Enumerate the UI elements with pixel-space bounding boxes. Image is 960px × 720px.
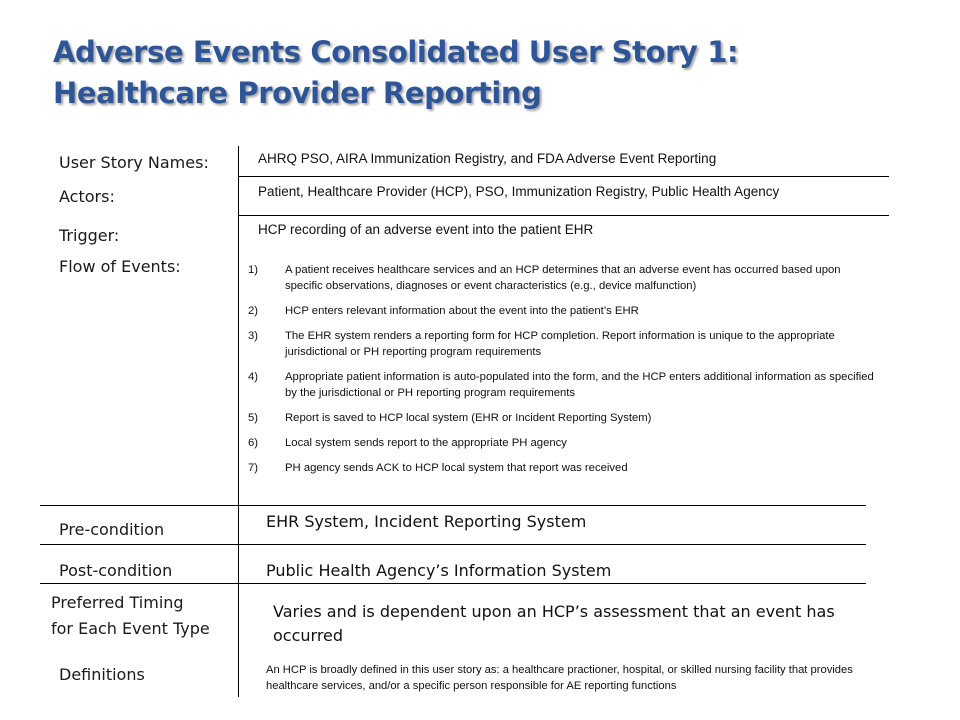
flow-step-text: HCP enters relevant information about the event into the patient’s EHR [285, 305, 639, 317]
flow-step-text: Appropriate patient information is auto-populated into the form, and the HCP enters additional information as specified by the jurisdictional or PH reporting program requirements [285, 371, 874, 399]
flow-step [248, 460, 878, 476]
definitions-label: Definitions [59, 665, 145, 684]
slide-title-line-1: Adverse Events Consolidated User Story 1: [53, 35, 739, 69]
flow-step [248, 369, 878, 401]
pre-condition-value: EHR System, Incident Reporting System [266, 512, 587, 531]
flow-of-events-list [248, 262, 878, 485]
row-divider-flow [40, 505, 866, 506]
flow-step-text: The EHR system renders a reporting form for HCP completion. Report information is unique to the appropriate jurisdictional or PH reporting program requirements [285, 330, 835, 358]
post-condition-label: Post-condition [59, 561, 173, 580]
row-divider-actors [238, 215, 889, 216]
flow-step [248, 410, 878, 426]
row-divider-user-story [238, 176, 889, 177]
flow-step-number: 6) [248, 437, 259, 449]
flow-step-number: 7) [248, 462, 259, 474]
user-story-names-label: User Story Names: [59, 153, 209, 172]
trigger-value: HCP recording of an adverse event into the patient EHR [258, 222, 594, 237]
slide-title [53, 32, 738, 114]
preferred-timing-label-line-1: Preferred Timing [51, 593, 184, 612]
flow-step [248, 328, 878, 360]
flow-step-text: PH agency sends ACK to HCP local system that report was received [285, 462, 628, 474]
preferred-timing-value: Varies and is dependent upon an HCP’s assessment that an event has occurred [273, 602, 835, 645]
actors-value: Patient, Healthcare Provider (HCP), PSO, Immunization Registry, Public Health Agency [258, 184, 780, 199]
preferred-timing-label-line-2: for Each Event Type [51, 619, 210, 638]
flow-step-text: A patient receives healthcare services and an HCP determines that an adverse event has occurred based upon specific observations, diagnoses or event characteristics (e.g., device malfunction) [285, 264, 841, 292]
pre-condition-label: Pre-condition [59, 520, 165, 539]
definitions-value: An HCP is broadly defined in this user story as: a healthcare practioner, hospital, or skilled nursing facility that provides healthcare services, and/or a specific person responsible for AE reporting functions [266, 664, 853, 692]
row-divider-postcondition [40, 583, 866, 584]
column-divider [238, 146, 239, 697]
flow-of-events-label: Flow of Events: [59, 257, 181, 276]
flow-step [248, 303, 878, 319]
slide-title-line-2: Healthcare Provider Reporting [53, 76, 542, 110]
user-story-names-value: AHRQ PSO, AIRA Immunization Registry, and FDA Adverse Event Reporting [258, 151, 717, 166]
flow-step-text: Local system sends report to the appropriate PH agency [285, 437, 567, 449]
flow-step [248, 435, 878, 451]
post-condition-value: Public Health Agency’s Information System [266, 561, 612, 580]
flow-step-text: Report is saved to HCP local system (EHR or Incident Reporting System) [285, 412, 652, 424]
actors-label: Actors: [59, 187, 115, 206]
trigger-label: Trigger: [59, 226, 120, 245]
flow-step-number: 1) [248, 264, 259, 276]
row-divider-precondition [40, 544, 866, 545]
flow-step [248, 262, 878, 294]
flow-step-number: 2) [248, 305, 259, 317]
flow-step-number: 4) [248, 371, 259, 383]
flow-step-number: 3) [248, 330, 259, 342]
flow-step-number: 5) [248, 412, 259, 424]
